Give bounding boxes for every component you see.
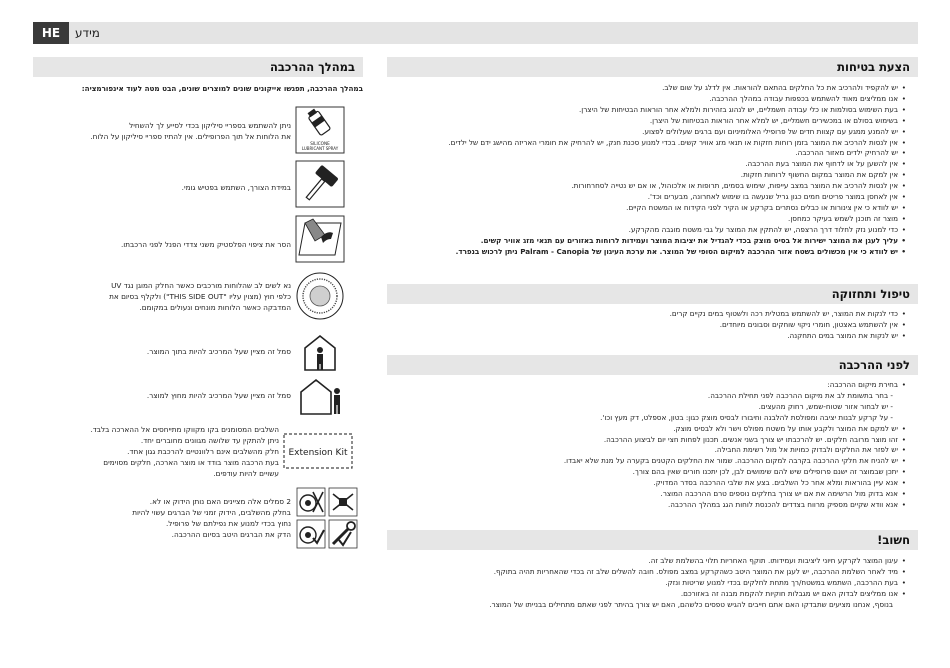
list-item: בנוסף, אנחנו מציעים שתבדקו האם אתם חייבים להגיש טפסים כלשהם, האם יש צורך בהיתר לפני שאתם מתחילים בבנייתו של המוצר. bbox=[489, 599, 893, 609]
list-item: • יש לוודא כי אין מכשולים בשטח אזור ההרכבה למיקום הסופי של המוצר. את ערכת העיגון של Palram - Canopia ניתן לרכוש בנפרד. bbox=[387, 247, 907, 258]
before-assembly-list bbox=[387, 380, 907, 511]
list-item: • אין להשתמש באצטון, חומרי ניקוי שוחקים וסבונים מיוחדים. bbox=[387, 320, 907, 331]
care-heading: טיפול ותחזוקה bbox=[387, 284, 918, 304]
list-item: • אין לנסות להרכיב את המוצר במצב עייפות, שימוש בסמים, תרופות או אלכוהול, או אם יש נטייה לסחרחורות. bbox=[387, 181, 907, 192]
language-badge: HE bbox=[33, 22, 69, 44]
icon-row bbox=[33, 106, 363, 156]
screw-tighten-icon bbox=[295, 486, 361, 552]
list-item: • עיגון המוצר לקרקע חיוני ליציבות ועמידותו. תוקף האחריות תלוי בהשלמת שלב זה. bbox=[387, 556, 907, 567]
care-list bbox=[387, 309, 907, 342]
svg-text:SILICONE: SILICONE bbox=[310, 141, 330, 146]
list-item: • יש להרחיק ילדים מאזור ההרכבה. bbox=[387, 148, 907, 159]
silicone-spray-icon bbox=[295, 106, 345, 154]
silicone-spray-text: ניתן להשתמש בספריי סיליקון בכדי לסייע לך להשחיל את הלוחות אל תוך הפרופילים. אין להתיז ספריי סיליקון על הלוח. bbox=[90, 121, 291, 141]
list-item: - על קרקע לבנות יציבה ומפולסת להלבנה וחיבורו לבסיס מוצק כגון: בטון, אספלט, דק מעץ וכו'. bbox=[600, 412, 893, 422]
list-item: • אנו ממליצים לבדוק האם יש מגבלות חוקיות להקמת מבנה זה באזורכם. bbox=[387, 589, 907, 600]
list-item: • בחירת מיקום ההרכבה: bbox=[387, 380, 907, 391]
top-bar bbox=[33, 22, 918, 44]
important-list bbox=[387, 556, 907, 611]
list-item: • מיד לאחר השלמת ההרכבה, יש לעגן את המוצר היטב כשהקרקע במצב מפולס. חובה להשלים שלב זה בכדי שהאחריות תהיה בתוקף. bbox=[387, 567, 907, 578]
peel-film-text: הסר את ציפוי הפלסטיק משני צדדי הפנל לפני הרכבתו. bbox=[120, 240, 291, 249]
list-item: • בעת השימוש בסולמות או כלי עבודה חשמליים, יש לנהוג בזהירות ולמלא אחר הוראות הבטיחות של היצרן. bbox=[387, 105, 907, 116]
list-item: • אין לנסות להרכיב את המוצר בזמן רוחות חזקות או תנאי מזג אוויר קשים. בכדי למנוע סכנת חנק, יש להרחיק את חומרי האריזה מהישג ידם של ילדים. bbox=[387, 138, 907, 149]
icon-row bbox=[33, 330, 363, 374]
list-item: • אנו ממליצים מאוד להשתמש בכפפות עבודה במהלך ההרכבה. bbox=[387, 94, 907, 105]
icon-row bbox=[33, 215, 363, 265]
outside-assembly-text: סמל זה מציין שעל המרכיב להיות מחוץ למוצר. bbox=[146, 391, 291, 400]
list-item: • אין לאחסן במוצר פריטים חמים כגון גריל שנעשה בו שימוש לאחרונה, מבערים וכד'. bbox=[387, 192, 907, 203]
screw-tighten-text: 2 סמלים אלה מציינים האם נותן הידוק או לא. בחלק מהשלבים, הידוק זמני של הברגים עשוי להיות נחוץ בכדי למנוע את נפילתם של פרופיל. הדק את הברגים היטב בסיום ההרכבה. bbox=[132, 497, 291, 539]
list-item: • אין להשען על או לדחוף את המוצר בעת ההרכבה. bbox=[387, 159, 907, 170]
during-assembly-heading: במהלך ההרכבה bbox=[33, 57, 363, 77]
extension-kit-text: השלבים המסומנים בקו מקווקו מתייחסים אל ההארכה בלבד. ניתן להתקין עד שלושה מגוונים מחוברים יחד. חלק מהשלבים אינם רלוונטיים להרכבת גגון אחד. בעת הרכבה מוצר בודד או מוצר הארכה, חלקים מסוימים עשויים להיות עודפים. bbox=[90, 425, 279, 478]
svg-text:LUBRICANT SPRAY: LUBRICANT SPRAY bbox=[301, 146, 339, 151]
list-item: • יש להקפיד ולהרכיב את כל החלקים בהתאם להוראות. אין לדלג על שום שלב. bbox=[387, 83, 907, 94]
list-item: • יש להניח את חלקי ההרכבה בקרבה למקום ההרכבה. שמור את החלקים הקטנים בקערה על מנת שלא יאבדו. bbox=[387, 456, 907, 467]
list-item: • עליך לעגן את המוצר ישירות אל בסיס מוצק בכדי להגדיל את יציבות המוצר ועמידות לרוחות באזורים עם תנאי מזג אוויר קשים. bbox=[387, 236, 907, 247]
icon-row bbox=[33, 374, 363, 418]
important-heading: חשוב! bbox=[387, 530, 918, 550]
list-item: • יתכן שבמוצר זה ישנם פרופילים שיש להם שימושים לבן, לכן יתכנו חורים שאין בהם צורך. bbox=[387, 467, 907, 478]
list-item: • אנא עיין בהוראות ומלא אחר כל השלבים. בצע את שלבי ההרכבה בסדר המדויק. bbox=[387, 478, 907, 489]
during-assembly-intro: במהלך ההרכבה, תפגשו אייקונים שונים למוצרים שונים, הבט מטה לעוד אינפורמציה: bbox=[81, 84, 363, 93]
icon-row bbox=[33, 268, 363, 324]
inside-assembly-text: סמל זה מציין שעל המרכיב להיות בתוך המוצר. bbox=[146, 347, 291, 356]
list-item: • יש לפזר את החלקים ולבדוק כמויות אל מול רשימת החבילה. bbox=[387, 445, 907, 456]
safety-heading: הצעת בטיחות bbox=[387, 57, 918, 77]
list-item: • יש למקם את המוצר ולקבע אותו על משטח מפולס וישר ולא לבסיס מוצק. bbox=[387, 424, 907, 435]
inside-assembly-icon bbox=[295, 330, 345, 374]
outside-assembly-icon bbox=[295, 374, 345, 418]
safety-list bbox=[387, 83, 907, 258]
list-item: • בעת ההרכבה, השתמש במשטח/רך מתחת לחלקים בכדי למנוע שריטות ונזק. bbox=[387, 578, 907, 589]
list-item: • אנא וודא שקיים מספיק מרווח בצדדים להכנסת לוחות הגג במהלך ההרכבה. bbox=[387, 500, 907, 511]
list-item: • כדי לנקות את המוצר, יש להשתמש במטלית רכה ולשטוף במים נקיים קרים. bbox=[387, 309, 907, 320]
list-item: • זהו מוצר מרובה חלקים. יש להרכבתו יש צורך בשני אנשים. תכנון לפחות חצי יום לביצוע ההרכבה. bbox=[387, 435, 907, 446]
rubber-mallet-text: במידת הצורך, השתמש בפטיש גומי. bbox=[181, 183, 291, 192]
section-label: מידע bbox=[75, 26, 100, 40]
extension-kit-label: Extension Kit bbox=[288, 448, 348, 458]
list-item: • כדי למנוע נזק לחלוד דרך הרצפה, יש להתקין את המוצר על גבי משטח מוגבה מהקרקע. bbox=[387, 225, 907, 236]
list-item: • אין למקם את המוצר במקום החשוף לרוחות חזקות. bbox=[387, 170, 907, 181]
icon-row bbox=[33, 486, 363, 552]
icon-row bbox=[33, 160, 363, 210]
peel-film-icon bbox=[295, 215, 345, 263]
list-item: - יש לבחור אזור שטוח-שמש, רחוק מהעצים. bbox=[758, 401, 893, 411]
rubber-mallet-icon bbox=[295, 160, 345, 208]
extension-kit-icon bbox=[283, 432, 353, 470]
list-item: • אנא בדוק מול הרשימה את אם יש צורך בחלקים נוספים טרם ההרכבה המוצר. bbox=[387, 489, 907, 500]
before-assembly-heading: לפני ההרכבה bbox=[387, 355, 918, 375]
list-item: • בשימוש בסולם או במכשירים חשמליים, יש למלא אחר הוראות הבטיחות של היצרן. bbox=[387, 116, 907, 127]
icon-row bbox=[33, 420, 363, 482]
list-item: • יש לוודא כי אין צינורות או כבלים נסתרים בקרקע או הקיר לפני הקידוח או המשטח הקיים. bbox=[387, 203, 907, 214]
list-item: - בחר בתשומת לב את מיקום ההרכבה לפני תחילת ההרכבה. bbox=[707, 390, 893, 400]
list-item: • יש לנקות את המוצר במים התחקנה. bbox=[387, 331, 907, 342]
list-item: • יש להמנע ממגע עם קצוות חדים של פרופילי האלומיניום ועם ברגים שעלולים לפצוע. bbox=[387, 127, 907, 138]
list-item: • מוצר זה תוכנן לשמש בעיקר כמחסן. bbox=[387, 214, 907, 225]
uv-side-icon bbox=[295, 268, 345, 324]
uv-side-text: נא לשים לב שהלוחות מורכבים כאשר החלק המוגן נגד UV כלפי חוץ (מצוין עליו "THIS SIDE OUT") ולקלף בסיום את המדבקה כאשר הלוחות מונחים ונעולים במקומם. bbox=[109, 281, 291, 312]
